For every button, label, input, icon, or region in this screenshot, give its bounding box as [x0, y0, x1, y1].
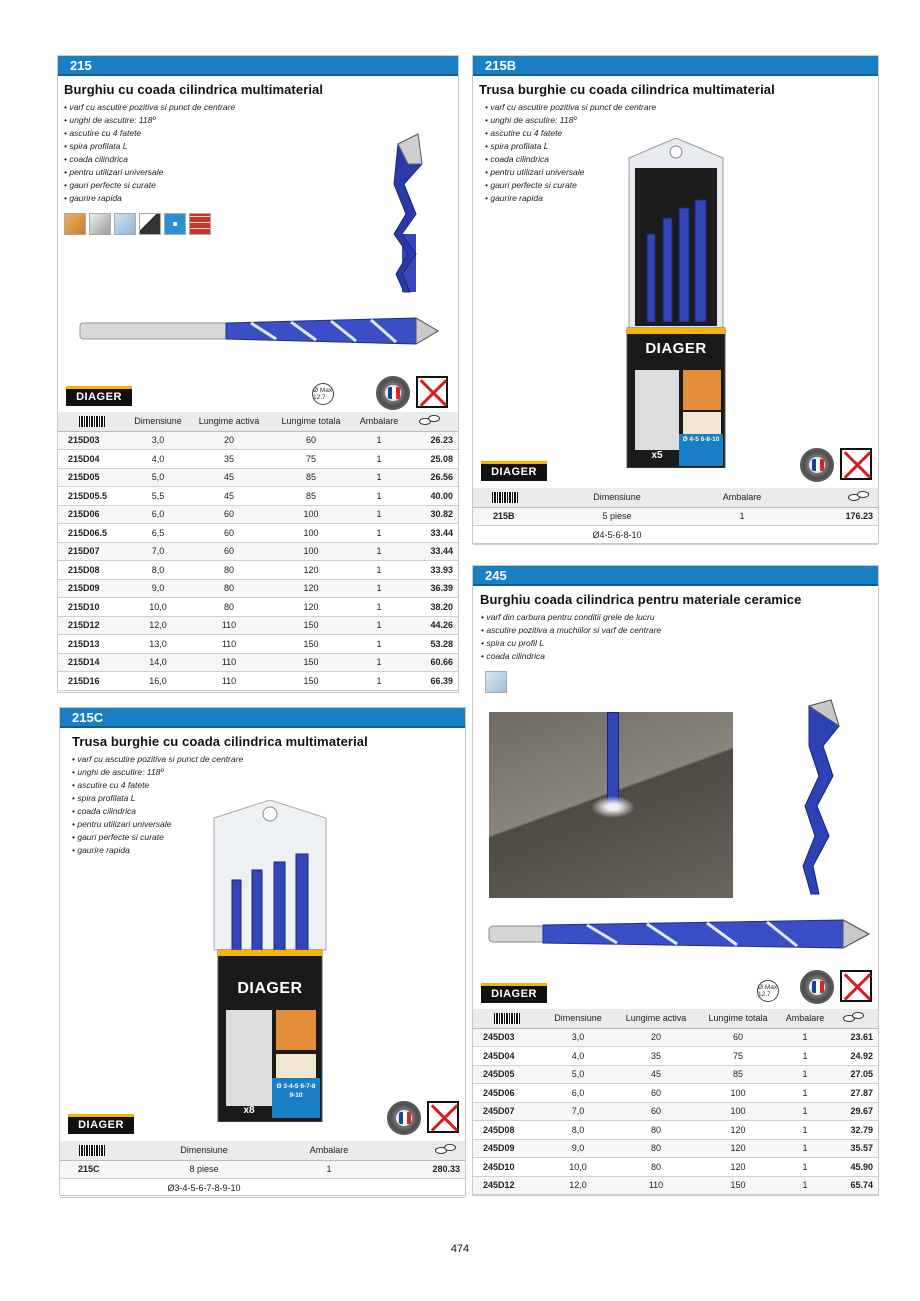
- table-row: [58, 542, 458, 561]
- feature-item: • pentru utilizari universale: [485, 166, 878, 179]
- tile-material-icon: [114, 213, 136, 235]
- table-cell: 13,0: [126, 635, 190, 654]
- product-code-header: 215C: [60, 708, 465, 728]
- price-cell: 45.90: [831, 1158, 878, 1177]
- table-cell: 1: [354, 487, 404, 506]
- table-row: [58, 672, 458, 691]
- product-code-cell: 215D14: [58, 653, 126, 672]
- table-cell: 1: [354, 468, 404, 487]
- product-code-cell: 215D06.5: [58, 524, 126, 543]
- table-cell: 4,0: [126, 450, 190, 469]
- price-cell: 44.26: [404, 616, 458, 635]
- table-cell: 60: [190, 524, 268, 543]
- table-row: [58, 653, 458, 672]
- product-code-cell: 245D08: [473, 1121, 541, 1140]
- table-cell: 60: [615, 1084, 697, 1103]
- product-title: Burghiu coada cilindrica pentru materiale ceramice: [480, 592, 802, 607]
- product-code-cell: 245D04: [473, 1047, 541, 1066]
- table-cell: 120: [697, 1158, 779, 1177]
- table-cell: 10,0: [541, 1158, 615, 1177]
- table-cell: 1: [354, 616, 404, 635]
- table-cell: 1: [779, 1139, 831, 1158]
- table-row: [473, 1176, 878, 1195]
- table-cell: 85: [268, 468, 354, 487]
- table-row: [473, 1158, 878, 1177]
- table-row: [473, 1084, 878, 1103]
- diager-logo: DIAGER: [481, 983, 547, 1003]
- price-cell: 32.79: [831, 1121, 878, 1140]
- feature-item: • varf cu ascutire pozitiva si punct de centrare: [485, 101, 878, 114]
- table-cell: 1: [779, 1158, 831, 1177]
- product-title: Trusa burghie cu coada cilindrica multimaterial: [72, 734, 368, 749]
- no-hammer-drill-icon: [840, 448, 872, 480]
- price-coins-icon: [831, 1009, 878, 1028]
- product-code-cell: 215B: [473, 507, 537, 526]
- drill-bit-horizontal-image: [487, 912, 871, 956]
- table-cell: 100: [268, 505, 354, 524]
- col-dimensiune: Dimensiune: [124, 1141, 284, 1160]
- table-cell: 16,0: [126, 672, 190, 691]
- table-row: [473, 1139, 878, 1158]
- price-cell: 23.61: [831, 1028, 878, 1047]
- table-cell: 1: [697, 507, 787, 526]
- table-header-row: [58, 412, 458, 431]
- made-in-france-badge: [800, 970, 834, 1004]
- table-row: [58, 635, 458, 654]
- table-row: [58, 487, 458, 506]
- table-cell: 150: [697, 1176, 779, 1195]
- table-cell: 20: [615, 1028, 697, 1047]
- table-cell: 80: [615, 1121, 697, 1140]
- table-cell: 110: [190, 653, 268, 672]
- feature-item: • coada cilindrica: [485, 153, 878, 166]
- table-row: [58, 616, 458, 635]
- table-cell: 100: [268, 524, 354, 543]
- no-hammer-drill-icon: [840, 970, 872, 1002]
- max-diameter-label: Ø Max 12.7: [312, 383, 334, 405]
- table-cell: 120: [697, 1139, 779, 1158]
- table-cell: [60, 1179, 124, 1198]
- col-dimensiune: Dimensiune: [126, 412, 190, 431]
- table-row: [60, 1160, 465, 1179]
- table-cell: 80: [615, 1158, 697, 1177]
- price-cell: 27.87: [831, 1084, 878, 1103]
- product-code-cell: 215D16: [58, 672, 126, 691]
- table-cell: 1: [354, 524, 404, 543]
- product-code-cell: 215D07: [58, 542, 126, 561]
- price-coins-icon: [404, 412, 458, 431]
- product-code-cell: 215D13: [58, 635, 126, 654]
- price-cell: 53.28: [404, 635, 458, 654]
- price-cell: 65.74: [831, 1176, 878, 1195]
- table-cell: 8,0: [541, 1121, 615, 1140]
- table-cell: [473, 526, 537, 545]
- table-cell: 12,0: [541, 1176, 615, 1195]
- product-title: Trusa burghie cu coada cilindrica multimaterial: [479, 82, 775, 97]
- table-cell: 60: [190, 542, 268, 561]
- feature-item: • ascutire pozitiva a muchiilor si varf de centrare: [481, 624, 878, 637]
- table-cell: 1: [779, 1176, 831, 1195]
- feature-item: • spira profilata L: [64, 140, 458, 153]
- spec-table-215B: [473, 488, 878, 545]
- col-lungime-totala: Lungime totala: [697, 1009, 779, 1028]
- product-code-cell: 245D12: [473, 1176, 541, 1195]
- table-cell: 1: [284, 1160, 374, 1179]
- price-cell: 24.92: [831, 1047, 878, 1066]
- table-cell: 100: [697, 1102, 779, 1121]
- table-cell: 120: [268, 598, 354, 617]
- product-code-cell: 215D08: [58, 561, 126, 580]
- table-cell: 60: [268, 431, 354, 450]
- barcode-icon: [60, 1141, 124, 1160]
- ceramic-drilling-photo: [489, 712, 733, 898]
- feature-item: • spira profilata L: [72, 792, 465, 805]
- feature-item: • gaurire rapida: [64, 192, 458, 205]
- table-cell: 75: [697, 1047, 779, 1066]
- drill-set-case-image: [621, 138, 731, 468]
- dust-spot: [591, 796, 635, 818]
- sizes-row: [473, 526, 878, 545]
- feature-item: • unghi de ascutire: 118º: [64, 114, 458, 127]
- feature-item: • coada cilindrica: [64, 153, 458, 166]
- product-215B-panel: [472, 55, 879, 544]
- table-cell: 9,0: [541, 1139, 615, 1158]
- table-cell: [787, 526, 878, 545]
- stone-material-icon: [139, 213, 161, 235]
- table-cell: 1: [354, 450, 404, 469]
- table-cell: 150: [268, 653, 354, 672]
- table-cell: 100: [268, 542, 354, 561]
- product-code-cell: 215C: [60, 1160, 124, 1179]
- col-lungime-activa: Lungime activa: [615, 1009, 697, 1028]
- table-cell: 4,0: [541, 1047, 615, 1066]
- product-code-cell: 245D06: [473, 1084, 541, 1103]
- product-215-panel: [57, 55, 459, 693]
- feature-item: • unghi de ascutire: 118º: [72, 766, 465, 779]
- table-cell: 100: [697, 1084, 779, 1103]
- product-code-cell: 215D05.5: [58, 487, 126, 506]
- table-cell: 7,0: [541, 1102, 615, 1121]
- table-cell: 6,5: [126, 524, 190, 543]
- made-in-france-badge: [800, 448, 834, 482]
- diager-logo: DIAGER: [481, 461, 547, 481]
- product-code-cell: 245D05: [473, 1065, 541, 1084]
- table-cell: 80: [615, 1139, 697, 1158]
- table-cell: 110: [190, 672, 268, 691]
- product-code-cell: 215D05: [58, 468, 126, 487]
- product-215C-panel: [59, 707, 466, 1196]
- wood-material-icon: [64, 213, 86, 235]
- feature-item: • gauri perfecte si curate: [72, 831, 465, 844]
- price-coins-icon: [787, 488, 878, 507]
- table-row: [58, 598, 458, 617]
- price-cell: 30.82: [404, 505, 458, 524]
- feature-item: • spira cu profil L: [481, 637, 878, 650]
- product-code-cell: 215D03: [58, 431, 126, 450]
- table-cell: [697, 526, 787, 545]
- table-cell: 1: [354, 579, 404, 598]
- product-code-cell: 245D07: [473, 1102, 541, 1121]
- table-row: [58, 468, 458, 487]
- diager-logo: DIAGER: [66, 386, 132, 406]
- case-count-label: x5: [651, 450, 663, 461]
- feature-item: • varf din carbura pentru conditii grele de lucru: [481, 611, 878, 624]
- table-cell: 45: [615, 1065, 697, 1084]
- table-cell: 120: [697, 1121, 779, 1140]
- table-cell: 1: [779, 1065, 831, 1084]
- plastic-material-icon: [164, 213, 186, 235]
- table-cell: Ø4-5-6-8-10: [537, 526, 697, 545]
- product-code-cell: 215D09: [58, 579, 126, 598]
- price-cell: 33.93: [404, 561, 458, 580]
- table-cell: 35: [190, 450, 268, 469]
- col-ambalare: Ambalare: [697, 488, 787, 507]
- table-cell: 60: [615, 1102, 697, 1121]
- product-code-cell: 245D09: [473, 1139, 541, 1158]
- feature-item: • ascutire cu 4 fatete: [64, 127, 458, 140]
- table-cell: 110: [615, 1176, 697, 1195]
- table-cell: 20: [190, 431, 268, 450]
- table-cell: Ø3-4-5-6-7-8-9-10: [124, 1179, 284, 1198]
- table-row: [58, 431, 458, 450]
- col-dimensiune: Dimensiune: [541, 1009, 615, 1028]
- table-cell: 8 piese: [124, 1160, 284, 1179]
- table-row: [58, 524, 458, 543]
- table-cell: 1: [354, 672, 404, 691]
- table-cell: 3,0: [126, 431, 190, 450]
- barcode-icon: [58, 412, 126, 431]
- brick-material-icon: [189, 213, 211, 235]
- table-cell: 150: [268, 672, 354, 691]
- product-245-panel: [472, 565, 879, 1196]
- col-dimensiune: Dimensiune: [537, 488, 697, 507]
- table-cell: 7,0: [126, 542, 190, 561]
- material-icons: [473, 671, 878, 693]
- col-ambalare: Ambalare: [284, 1141, 374, 1160]
- price-cell: 176.23: [787, 507, 878, 526]
- table-cell: 5 piese: [537, 507, 697, 526]
- price-cell: 35.57: [831, 1139, 878, 1158]
- spec-table-215C: [60, 1141, 465, 1198]
- feature-item: • ascutire cu 4 fatete: [72, 779, 465, 792]
- max-diameter-indicator: [312, 383, 334, 405]
- price-cell: 280.33: [374, 1160, 465, 1179]
- price-cell: 33.44: [404, 524, 458, 543]
- feature-item: • varf cu ascutire pozitiva si punct de centrare: [72, 753, 465, 766]
- no-hammer-drill-icon: [427, 1101, 459, 1133]
- table-row: [473, 1047, 878, 1066]
- price-cell: 26.56: [404, 468, 458, 487]
- case-size-label: Ø 3-4-5 6-7-8 9-10: [276, 1083, 316, 1099]
- table-row: [473, 1102, 878, 1121]
- made-in-france-badge: [387, 1101, 421, 1135]
- table-cell: 80: [190, 579, 268, 598]
- barcode-icon: [473, 488, 537, 507]
- table-cell: 9,0: [126, 579, 190, 598]
- product-title: Burghiu cu coada cilindrica multimaterial: [64, 82, 324, 97]
- table-header-row: [60, 1141, 465, 1160]
- product-code-header: 215B: [473, 56, 878, 76]
- table-row: [58, 579, 458, 598]
- feature-item: • gauri perfecte si curate: [64, 179, 458, 192]
- col-lungime-totala: Lungime totala: [268, 412, 354, 431]
- table-cell: 1: [354, 431, 404, 450]
- table-cell: 110: [190, 635, 268, 654]
- feature-list: [473, 611, 878, 663]
- feature-item: • pentru utilizari universale: [64, 166, 458, 179]
- page-number: 474: [450, 1243, 470, 1255]
- feature-item: • gaurire rapida: [72, 844, 465, 857]
- case-size-label: Ø 4-5 6-8-10: [682, 436, 720, 443]
- table-cell: 10,0: [126, 598, 190, 617]
- feature-item: • varf cu ascutire pozitiva si punct de centrare: [64, 101, 458, 114]
- table-cell: 14,0: [126, 653, 190, 672]
- table-row: [473, 507, 878, 526]
- table-cell: 80: [190, 598, 268, 617]
- table-cell: 5,0: [541, 1065, 615, 1084]
- table-cell: 5,0: [126, 468, 190, 487]
- table-cell: 85: [697, 1065, 779, 1084]
- spec-table-245: [473, 1009, 878, 1195]
- table-cell: 60: [190, 505, 268, 524]
- table-cell: 80: [190, 561, 268, 580]
- table-cell: 1: [354, 561, 404, 580]
- table-row: [473, 1028, 878, 1047]
- col-ambalare: Ambalare: [354, 412, 404, 431]
- table-row: [58, 505, 458, 524]
- table-cell: 150: [268, 635, 354, 654]
- table-cell: 1: [354, 505, 404, 524]
- table-cell: 6,0: [126, 505, 190, 524]
- product-code-header: 215: [58, 56, 458, 76]
- max-diameter-indicator: [757, 980, 779, 1002]
- table-row: [58, 561, 458, 580]
- table-row: [58, 450, 458, 469]
- table-cell: 110: [190, 616, 268, 635]
- price-cell: 38.20: [404, 598, 458, 617]
- table-cell: 1: [354, 598, 404, 617]
- price-cell: 36.39: [404, 579, 458, 598]
- drill-set-case-image: [210, 800, 330, 1122]
- price-cell: 27.05: [831, 1065, 878, 1084]
- table-cell: [374, 1179, 465, 1198]
- product-code-cell: 245D10: [473, 1158, 541, 1177]
- metal-material-icon: [89, 213, 111, 235]
- sizes-row: [60, 1179, 465, 1198]
- price-cell: 60.66: [404, 653, 458, 672]
- table-cell: 1: [354, 635, 404, 654]
- table-cell: 75: [268, 450, 354, 469]
- table-cell: 1: [354, 542, 404, 561]
- product-code-cell: 215D12: [58, 616, 126, 635]
- feature-item: • coada cilindrica: [72, 805, 465, 818]
- feature-item: • pentru utilizari universale: [72, 818, 465, 831]
- barcode-icon: [473, 1009, 541, 1028]
- feature-item: • gauri perfecte si curate: [485, 179, 878, 192]
- tile-material-icon: [485, 671, 507, 693]
- feature-item: • unghi de ascutire: 118º: [485, 114, 878, 127]
- price-coins-icon: [374, 1141, 465, 1160]
- table-cell: 45: [190, 487, 268, 506]
- max-diameter-label: Ø Max 12.7: [757, 980, 779, 1002]
- case-brand-label: DIAGER: [645, 340, 707, 357]
- table-cell: 1: [779, 1028, 831, 1047]
- price-cell: 29.67: [831, 1102, 878, 1121]
- table-cell: 150: [268, 616, 354, 635]
- feature-item: • gaurire rapida: [485, 192, 878, 205]
- price-cell: 66.39: [404, 672, 458, 691]
- no-hammer-drill-icon: [416, 376, 448, 408]
- table-cell: 35: [615, 1047, 697, 1066]
- table-cell: 1: [779, 1102, 831, 1121]
- table-row: [473, 1121, 878, 1140]
- table-header-row: [473, 488, 878, 507]
- price-cell: 40.00: [404, 487, 458, 506]
- col-lungime-activa: Lungime activa: [190, 412, 268, 431]
- drill-bit-horizontal-image: [76, 306, 448, 356]
- feature-item: • coada cilindrica: [481, 650, 878, 663]
- table-row: [473, 1065, 878, 1084]
- case-count-label: x8: [243, 1105, 255, 1116]
- price-cell: 25.08: [404, 450, 458, 469]
- spec-table-215: [58, 412, 458, 691]
- drill-bit-vertical-image: [358, 124, 448, 294]
- drill-in-tile-image: [607, 712, 619, 808]
- table-cell: 1: [779, 1121, 831, 1140]
- product-code-header: 245: [473, 566, 878, 586]
- table-cell: 1: [779, 1047, 831, 1066]
- table-cell: 6,0: [541, 1084, 615, 1103]
- table-cell: 8,0: [126, 561, 190, 580]
- col-ambalare: Ambalare: [779, 1009, 831, 1028]
- feature-item: • ascutire cu 4 fatete: [485, 127, 878, 140]
- table-cell: 45: [190, 468, 268, 487]
- product-code-cell: 215D06: [58, 505, 126, 524]
- table-header-row: [473, 1009, 878, 1028]
- table-cell: 120: [268, 561, 354, 580]
- table-cell: 85: [268, 487, 354, 506]
- product-code-cell: 215D04: [58, 450, 126, 469]
- table-cell: 3,0: [541, 1028, 615, 1047]
- diager-logo: DIAGER: [68, 1114, 134, 1134]
- product-code-cell: 245D03: [473, 1028, 541, 1047]
- drill-bit-vertical-image: [783, 696, 853, 896]
- made-in-france-badge: [376, 376, 410, 410]
- table-cell: 120: [268, 579, 354, 598]
- price-cell: 26.23: [404, 431, 458, 450]
- table-cell: [284, 1179, 374, 1198]
- feature-item: • spira profilata L: [485, 140, 878, 153]
- table-cell: 5,5: [126, 487, 190, 506]
- product-code-cell: 215D10: [58, 598, 126, 617]
- table-cell: 1: [779, 1084, 831, 1103]
- table-cell: 12,0: [126, 616, 190, 635]
- case-brand-label: DIAGER: [237, 980, 303, 997]
- price-cell: 33.44: [404, 542, 458, 561]
- table-cell: 60: [697, 1028, 779, 1047]
- table-cell: 1: [354, 653, 404, 672]
